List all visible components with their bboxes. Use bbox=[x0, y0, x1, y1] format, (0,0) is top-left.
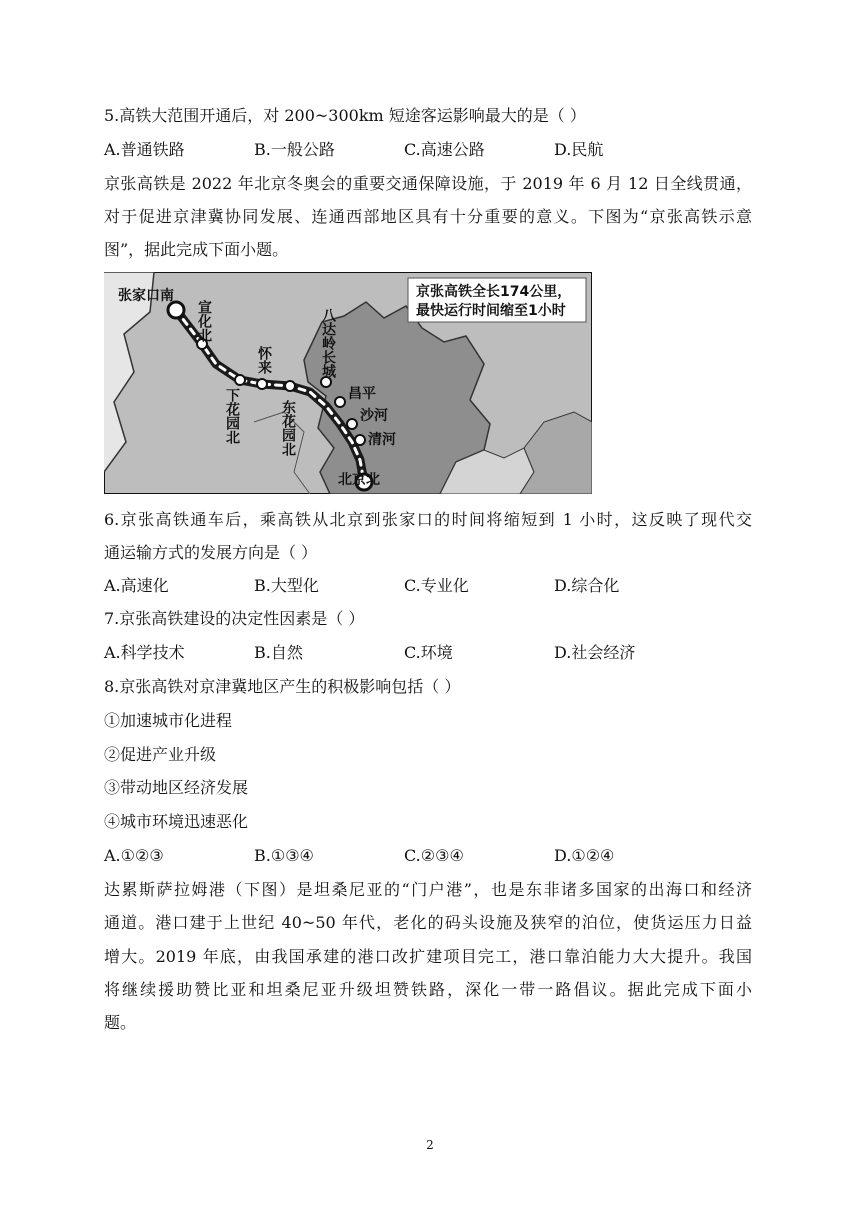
q7-option-d: D.社会经济 bbox=[554, 643, 636, 662]
q7-option-b: B.自然 bbox=[254, 643, 303, 662]
intro1-line-2: 对于促进京津冀协同发展、连通西部地区具有十分重要的意义。下图为“京张高铁示意 bbox=[104, 207, 752, 226]
intro2-line-1: 达累斯萨拉姆港（下图）是坦桑尼亚的“门户港”，也是东非诸多国家的出海口和经济 bbox=[104, 880, 752, 899]
station-label-beijingbei: 北京北 bbox=[338, 472, 380, 488]
q5-option-d: D.民航 bbox=[554, 140, 604, 159]
q7-stem: 7.京张高铁建设的决定性因素是（ ） bbox=[104, 609, 365, 628]
q7-option-a: A.科学技术 bbox=[104, 643, 185, 662]
station-label-donghuayuanbei: 东花园北 bbox=[280, 400, 296, 456]
page-number: 2 bbox=[426, 1138, 434, 1152]
q5-option-b: B.一般公路 bbox=[254, 140, 335, 159]
q6-option-d: D.综合化 bbox=[554, 576, 620, 595]
q6-stem-line-2: 通运输方式的发展方向是（ ） bbox=[104, 543, 318, 562]
q8-option-b: B.①③④ bbox=[254, 846, 314, 865]
intro2-line-3: 增大。2019 年底，由我国承建的港口改扩建项目完工，港口靠泊能力大大提升。我国 bbox=[104, 947, 752, 966]
q5-option-c: C.高速公路 bbox=[404, 140, 485, 159]
station-label-qinghe: 清河 bbox=[368, 432, 396, 448]
station-label-xiahuayuanbei: 下花园北 bbox=[224, 388, 240, 444]
q6-option-b: B.大型化 bbox=[254, 576, 319, 595]
q6-option-c: C.专业化 bbox=[404, 576, 469, 595]
q5-option-a: A.普通铁路 bbox=[104, 140, 185, 159]
q8-option-d: D.①②④ bbox=[554, 846, 615, 865]
intro2-line-5: 题。 bbox=[104, 1013, 137, 1032]
station-label-huailai: 怀来 bbox=[256, 346, 272, 374]
map-note-line-1: 京张高铁全长174公里， bbox=[416, 284, 572, 300]
station-label-xuanhuabei: 宣化北 bbox=[196, 300, 212, 342]
intro2-line-2: 通道。港口建于上世纪 40~50 年代，老化的码头设施及狭窄的泊位，使货运压力日益 bbox=[104, 913, 752, 932]
q8-option-a: A.①②③ bbox=[104, 846, 164, 865]
q8-item-1: ①加速城市化进程 bbox=[104, 711, 233, 730]
station-label-zhangjiakounan: 张家口南 bbox=[118, 288, 174, 304]
station-label-changping: 昌平 bbox=[348, 386, 376, 402]
intro2-line-4: 将继续援助赞比亚和坦桑尼亚升级坦赞铁路，深化一带一路倡议。据此完成下面小 bbox=[104, 980, 752, 999]
q8-item-3: ③带动地区经济发展 bbox=[104, 778, 249, 797]
q8-item-4: ④城市环境迅速恶化 bbox=[104, 812, 249, 831]
q5-stem: 5.高铁大范围开通后，对 200~300km 短途客运影响最大的是（ ） bbox=[104, 106, 586, 125]
q8-stem: 8.京张高铁对京津冀地区产生的积极影响包括（ ） bbox=[104, 677, 461, 696]
q8-option-c: C.②③④ bbox=[404, 846, 464, 865]
map-note-line-2: 最快运行时间缩至1小时 bbox=[416, 303, 566, 319]
q6-stem-line-1: 6.京张高铁通车后，乘高铁从北京到张家口的时间将缩短到 1 小时，这反映了现代交 bbox=[104, 510, 752, 529]
q7-option-c: C.环境 bbox=[404, 643, 453, 662]
station-label-badalingchangcheng: 八达岭长城 bbox=[320, 308, 336, 378]
intro1-line-3: 图”，据此完成下面小题。 bbox=[104, 240, 289, 259]
q6-option-a: A.高速化 bbox=[104, 576, 169, 595]
beijing-zhangjiakou-railway-map bbox=[104, 272, 592, 494]
station-label-shahe: 沙河 bbox=[360, 408, 388, 424]
intro1-line-1: 京张高铁是 2022 年北京冬奥会的重要交通保障设施，于 2019 年 6 月 12 日全线贯通， bbox=[104, 174, 752, 193]
q8-item-2: ②促进产业升级 bbox=[104, 745, 217, 764]
